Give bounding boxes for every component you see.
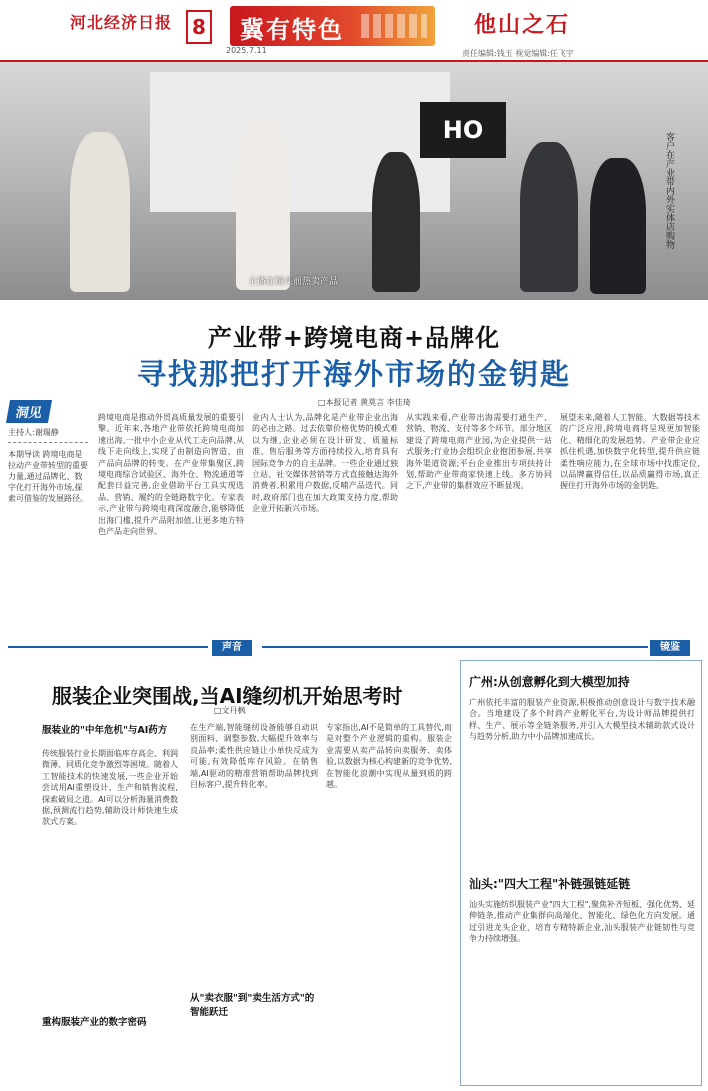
photo-person (590, 158, 646, 294)
story2-subhead: 从"卖衣服"到"卖生活方式"的智能跃迁 (190, 993, 315, 1018)
divider-line (8, 646, 208, 648)
case-text-guangzhou: 广州依托丰富的服装产业资源,积极推动创意设计与数字技术融合。当地建设了多个时尚产业孵化平台,为设计师品牌提供打样、生产、展示等全链条服务,并引入大模型技术辅助款式设计与趋势分析,助力中小品牌加速成长。 (469, 698, 695, 742)
story2-subhead: 服装业的"中年危机"与AI药方 (42, 725, 168, 736)
case-box (460, 660, 702, 1086)
photo-person (236, 120, 290, 290)
divider-line (262, 646, 648, 648)
sidebar-intro: 本期导读 跨境电商是拉动产业带转型的重要力量,通过品牌化、数字化打开海外市场,探索可借鉴的发展路径。 (8, 450, 88, 503)
photo-vertical-caption: 客户在产业带内外实体店购物 (664, 132, 674, 249)
case-title-guangzhou: 广州:从创意孵化到大模型加持 (469, 675, 630, 689)
photo-person (70, 132, 130, 292)
column-banner (230, 6, 435, 46)
photo-person (372, 152, 420, 292)
article-column: 从实践来看,产业带出海需要打通生产、营销、物流、支付等多个环节。部分地区建设了跨境电商产业园,为企业提供一站式服务;行业协会组织企业抱团参展,共享海外渠道资源;平台企业推出专项扶持计划,帮助产业带商家快速上线。多方协同之下,产业带的集群效应不断显现。 (406, 413, 552, 491)
photo-caption: 主播在镜头前热卖产品 (248, 277, 339, 287)
sidebar-tag: 洞见 (6, 400, 52, 423)
headline-kicker: 产业带+跨境电商+品牌化 (207, 324, 501, 352)
sidebar-host: 主持人:谢瑞静 (8, 427, 88, 443)
masthead (0, 0, 708, 62)
story2-column: 在生产端,智能缝纫设备能够自动识别面料、调整参数,大幅提升效率与良品率;柔性供应链让小单快反成为可能,有效降低库存风险。在销售端,AI驱动的精准营销帮助品牌找到目标客户,提升转化率。 (190, 723, 318, 790)
article-column: 业内人士认为,品牌化是产业带企业出海的必由之路。过去依靠价格优势的模式难以为继,企业必须在设计研发、质量标准、售后服务等方面持续投入,培育具有国际竞争力的自主品牌。一些企业通过独立站、社交媒体营销等方式直接触达海外消费者,积累用户数据,反哺产品迭代。同时,政府部门也在加大政策支持力度,帮助企业开拓新兴市场。 (252, 413, 398, 514)
story2-title: 服装企业突围战,当AI缝纫机开始思考时 (52, 684, 403, 708)
byline: □本报记者 黄莫言 李佳琦 (318, 398, 411, 407)
mirror-tag: 镜鉴 (650, 640, 690, 656)
lead-photo (0, 62, 708, 300)
editor-credits: 责任编辑:钱玉 视觉编辑:任飞宇 (462, 49, 574, 58)
banner-decoration (361, 14, 427, 38)
voice-tag: 声音 (212, 640, 252, 656)
headline: 寻找那把打开海外市场的金钥匙 (136, 357, 571, 391)
section-title: 他山之石 (474, 13, 571, 38)
photo-person (520, 142, 578, 292)
section-divider (0, 640, 708, 654)
newspaper-name: 河北经济日报 (70, 13, 173, 32)
case-text-shantou: 汕头实施纺织服装产业"四大工程",聚焦补齐短板、强化优势、延伸链条,推动产业集群向高端化、智能化、绿色化方向发展。通过引进龙头企业、培育专精特新企业,汕头服装产业链韧性与竞争力持续增强。 (469, 900, 695, 944)
page-number: 8 (186, 10, 212, 44)
sidebar (8, 400, 88, 504)
store-logo: HO (420, 102, 506, 158)
story2-author: □文丹枫 (214, 706, 246, 715)
story2-subhead: 重构服装产业的数字密码 (42, 1017, 147, 1028)
article-column: 跨境电商是推动外贸高质量发展的重要引擎。近年来,各地产业带依托跨境电商加速出海,一批中小企业从代工走向品牌,从线下走向线上,实现了由制造向智造、由产品向品牌的转变。在产业带集聚区,跨境电商综合试验区、海外仓、物流通道等配套日益完善,企业借助平台工具实现选品、营销、履约的全链路数字化。专家表示,产业带与跨境电商深度融合,能够降低出海门槛,提升产品附加值,让更多地方特色产品走向世界。 (98, 413, 244, 537)
banner-title: 冀有特色 (240, 16, 344, 44)
story2-column: 专家指出,AI不是简单的工具替代,而是对整个产业逻辑的重构。服装企业需要从卖产品转向卖服务、卖体验,以数据为核心构建新的竞争优势,在智能化浪潮中实现从量到质的跨越。 (326, 723, 452, 790)
article-column: 展望未来,随着人工智能、大数据等技术的广泛应用,跨境电商将呈现更加智能化、精细化的发展趋势。产业带企业应抓住机遇,加快数字化转型,提升供应链柔性响应能力,在全球市场中找准定位,以品牌赢得信任,以品质赢得市场,真正握住打开海外市场的金钥匙。 (560, 413, 700, 491)
story2-column: 传统服装行业长期面临库存高企、利润微薄、同质化竞争激烈等困境。随着人工智能技术的快速发展,一些企业开始尝试用AI重塑设计、生产和销售流程,探索破局之道。AI可以分析海量消费数据,预测流行趋势,辅助设计师快速生成款式方案。 (42, 749, 178, 827)
case-title-shantou: 汕头:"四大工程"补链强链延链 (469, 877, 631, 891)
issue-date: 2025.7.11 (226, 46, 267, 55)
